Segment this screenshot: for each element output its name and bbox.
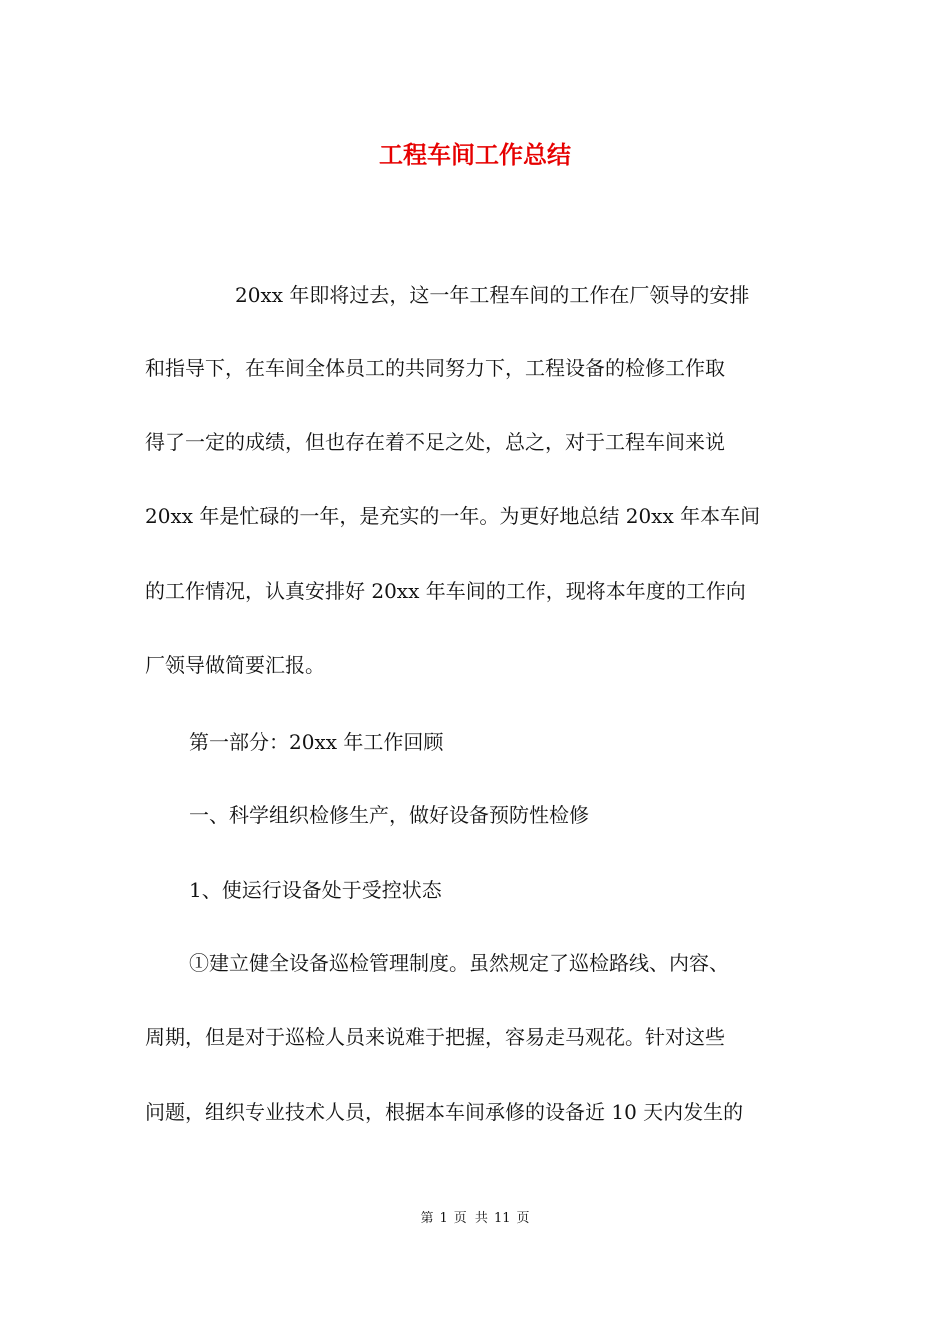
paragraph-line: 问题，组织专业技术人员，根据本车间承修的设备近 10 天内发生的 — [145, 1100, 744, 1124]
page-footer — [0, 1207, 950, 1226]
document-title: 工程车间工作总结 — [379, 140, 571, 169]
footer-page-number: 1 — [439, 1211, 448, 1226]
paragraph-line: ①建立健全设备巡检管理制度。虽然规定了巡检路线、内容、 — [189, 951, 729, 975]
footer-suffix: 页 — [516, 1211, 530, 1226]
paragraph-line: 20xx 年即将过去，这一年工程车间的工作在厂领导的安排 — [235, 283, 750, 307]
section-heading: 第一部分：20xx 年工作回顾 — [189, 730, 444, 754]
paragraph-line: 得了一定的成绩，但也存在着不足之处，总之，对于工程车间来说 — [145, 430, 725, 454]
paragraph-line: 厂领导做简要汇报。 — [145, 653, 325, 677]
paragraph-line: 的工作情况，认真安排好 20xx 年车间的工作，现将本年度的工作向 — [145, 579, 746, 603]
paragraph-line: 20xx 年是忙碌的一年，是充实的一年。为更好地总结 20xx 年本车间 — [145, 504, 761, 528]
footer-middle: 页 共 — [453, 1211, 488, 1226]
paragraph-line: 和指导下，在车间全体员工的共同努力下，工程设备的检修工作取 — [145, 356, 725, 380]
subsection-heading: 一、科学组织检修生产，做好设备预防性检修 — [189, 803, 589, 827]
subsection-heading: 1、使运行设备处于受控状态 — [189, 878, 442, 902]
footer-total-pages: 11 — [493, 1211, 511, 1226]
paragraph-line: 周期，但是对于巡检人员来说难于把握，容易走马观花。针对这些 — [145, 1025, 725, 1049]
footer-prefix: 第 — [420, 1211, 434, 1226]
